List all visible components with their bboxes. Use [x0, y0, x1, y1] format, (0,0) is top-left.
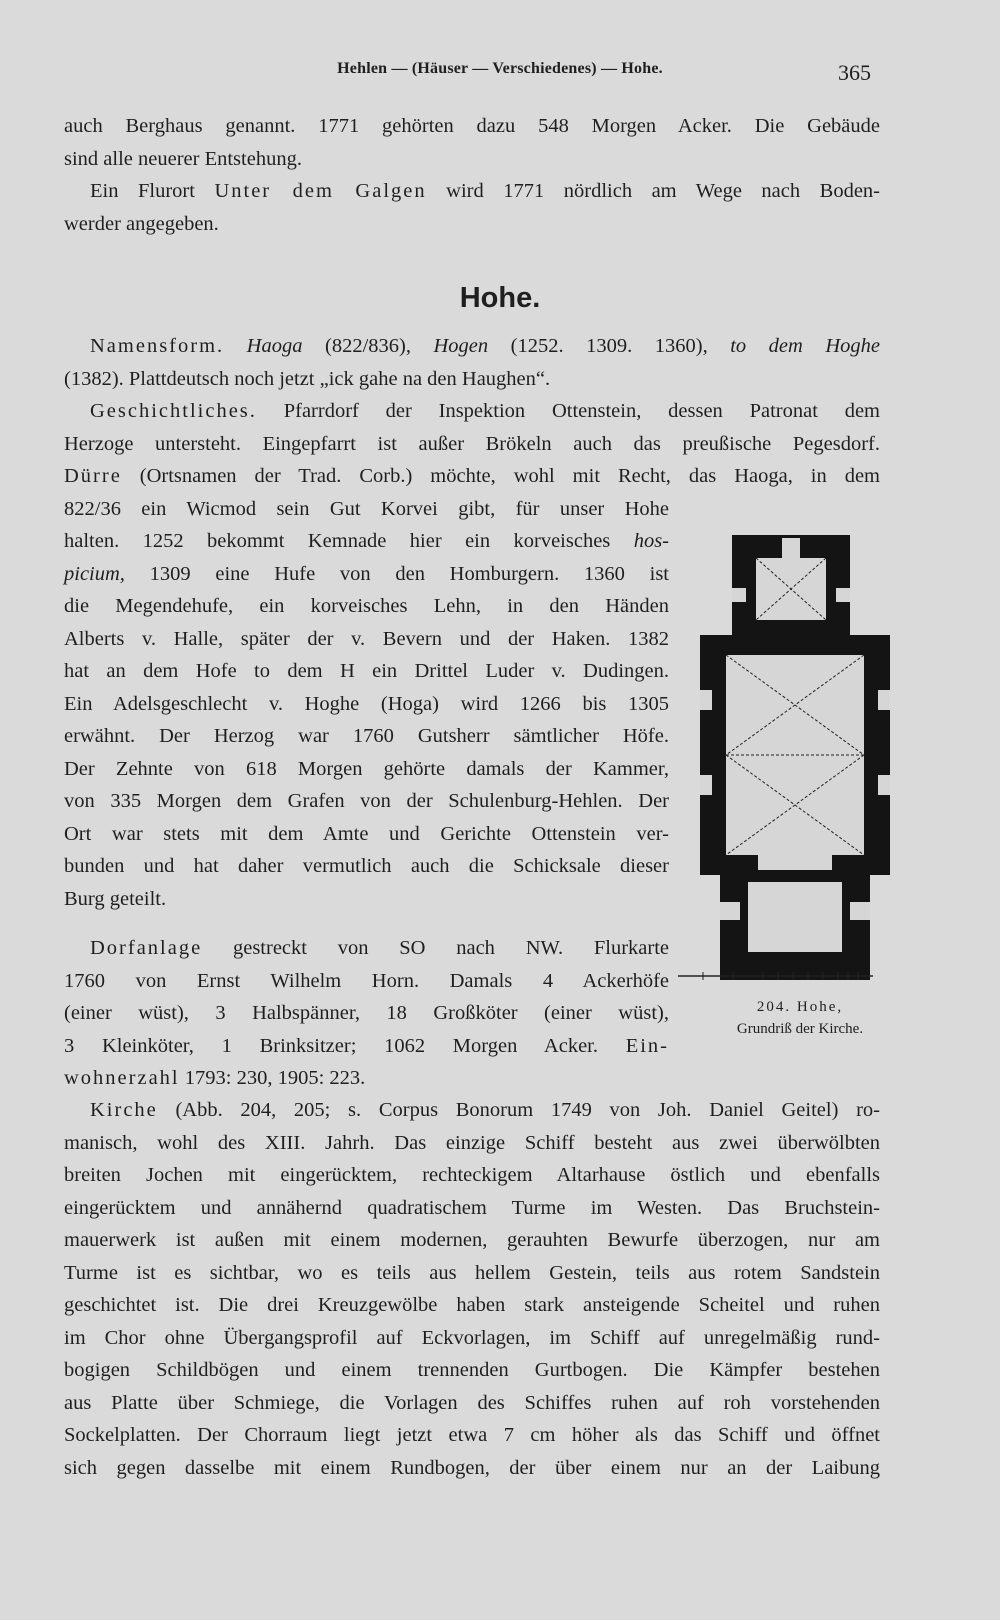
- text-line: [64, 1094, 880, 1127]
- text-line: eingerücktem und annähernd quadratischem Turme im Westen. Das Bruchstein-: [64, 1196, 880, 1219]
- text-line: Burg geteilt.: [64, 887, 167, 910]
- text-fragment: gestreckt von SO nach NW. Flurkarte: [202, 937, 669, 959]
- text-fragment: wird 1771 nördlich am Wege nach Boden-: [426, 180, 880, 202]
- spaced-word: Ein-: [625, 1034, 669, 1057]
- section-title: Hohe.: [459, 282, 541, 314]
- spaced-phrase: Unter dem Galgen: [214, 180, 427, 202]
- text-line: [64, 932, 669, 965]
- text-line: [64, 395, 880, 428]
- chancel-interior: [748, 882, 842, 952]
- text-line: mauerwerk ist außen mit einem modernen, gerauhten Bewurfe überzogen, nur am: [64, 1229, 880, 1251]
- text-line: (1382). Plattdeutsch noch jetzt „ick gahe na den Haughen“.: [64, 367, 551, 390]
- text-line: auch Berghaus genannt. 1771 gehörten dazu 548 Morgen Acker. Die Gebäude: [64, 115, 880, 137]
- text-line: die Megendehufe, ein korveisches Lehn, in den Händen: [64, 595, 669, 617]
- text-line: sind alle neuerer Entstehung.: [64, 147, 302, 170]
- text-line: von 335 Morgen dem Grafen von der Schulenburg-Hehlen. Der: [64, 790, 669, 812]
- italic-name: to dem Hoghe: [730, 335, 880, 357]
- text-line: aus Platte über Schmiege, die Vorlagen des Schiffes ruhen auf roh vorstehenden: [64, 1391, 880, 1414]
- caption-line: Grundriß der Kirche.: [736, 1021, 864, 1037]
- text-line: Sockelplatten. Der Chorraum liegt jetzt etwa 7 cm höher als das Schiff und öffnet: [64, 1424, 880, 1446]
- text-fragment: Ein Flurort: [90, 180, 215, 202]
- text-line: 822/36 ein Wicmod sein Gut Korvei gibt, für unser Hohe: [64, 497, 669, 520]
- text-fragment: (822/836),: [302, 335, 434, 357]
- namensform-paragraph: [64, 330, 880, 395]
- text-fragment: (Abb. 204, 205; s. Corpus Bonorum 1749 von Joh. Daniel Geitel) ro-: [157, 1099, 880, 1121]
- italic-word: hos-: [633, 530, 669, 552]
- text-line: [64, 175, 880, 208]
- text-line: bogigen Schildbögen und einem trennenden Gurtbogen. Die Kämpfer bestehen: [64, 1359, 880, 1381]
- text-line: [64, 460, 880, 493]
- text-line: Der Zehnte von 618 Morgen gehörte damals der Kammer,: [64, 757, 669, 780]
- caption-line: 204. Hohe,: [756, 999, 844, 1015]
- text-line: [64, 1062, 880, 1095]
- text-fragment: 3 Kleinköter, 1 Brinksitzer; 1062 Morgen Acker.: [64, 1034, 626, 1057]
- text-line: Herzoge untersteht. Eingepfarrt ist außer Brökeln auch das preußische Pegesdorf.: [64, 432, 880, 455]
- text-line: erwähnt. Der Herzog war 1760 Gutsherr sämtlicher Höfe.: [64, 725, 669, 747]
- text-line: breiten Jochen mit eingerücktem, rechteckigem Altarhause östlich und ebenfalls: [64, 1164, 880, 1186]
- running-header: Hehlen — (Häuser — Verschiedenes) — Hohe.: [337, 60, 663, 77]
- text-line: [64, 525, 669, 558]
- text-line: 1760 von Ernst Wilhelm Horn. Damals 4 Ackerhöfe: [64, 969, 669, 992]
- section-label: Namensform.: [90, 335, 225, 357]
- text-line: [64, 330, 880, 363]
- italic-name: Hogen: [433, 335, 489, 357]
- text-line: Ein Adelsgeschlecht v. Hoghe (Hoga) wird 1266 bis 1305: [64, 692, 669, 715]
- text-line: sich gegen dasselbe mit einem Rundbogen, der über einem nur an der Laibung: [64, 1456, 880, 1479]
- scale-bar: [678, 970, 873, 982]
- text-fragment: Pfarrdorf der Inspektion Ottenstein, dessen Patronat dem: [256, 400, 880, 422]
- italic-name: Haoga: [246, 335, 303, 357]
- text-line: [64, 558, 669, 591]
- text-line: Alberts v. Halle, später der v. Bevern und der Haken. 1382: [64, 627, 669, 650]
- text-line: Turme ist es sichtbar, wo es teils aus hellem Gestein, teils aus rotem Sandstein: [64, 1261, 880, 1284]
- section-label: Dorfanlage: [90, 937, 203, 959]
- text-fragment: (1252. 1309. 1360),: [488, 335, 731, 357]
- text-line: geschichtet ist. Die drei Kreuzgewölbe haben stark ansteigende Scheitel und ruhen: [64, 1294, 880, 1316]
- text-line: (einer wüst), 3 Halbspänner, 18 Großköter (einer wüst),: [64, 1002, 669, 1024]
- section-label: Kirche: [90, 1099, 158, 1121]
- church-floor-plan: [700, 530, 890, 985]
- church-floor-plan-figure: [700, 530, 890, 985]
- text-line: bunden und hat daher vermutlich auch die Schicksale dieser: [64, 855, 669, 877]
- text-fragment: 1309 eine Hufe von den Homburgern. 1360 ist: [124, 562, 669, 585]
- text-line: [64, 1030, 669, 1063]
- text-line: werder angegeben.: [64, 212, 219, 235]
- spaced-name: Dürre: [64, 465, 122, 487]
- text-fragment: (Ortsnamen der Trad. Corb.) möchte, wohl mit Recht, das Haoga, in dem: [121, 465, 880, 487]
- text-line: hat an dem Hofe to dem H ein Drittel Luder v. Dudingen.: [64, 660, 669, 682]
- page-number: 365: [838, 60, 871, 85]
- text-line: im Chor ohne Übergangsprofil auf Eckvorlagen, im Schiff auf unregelmäßig rund-: [64, 1326, 880, 1349]
- spaced-word: wohnerzahl: [64, 1067, 180, 1089]
- italic-word: picium,: [64, 562, 125, 585]
- kirche-paragraph: [64, 1094, 880, 1484]
- intro-paragraph: [64, 110, 880, 240]
- text-fragment: 1793: 230, 1905: 223.: [179, 1067, 366, 1089]
- text-fragment: halten. 1252 bekommt Kemnade hier ein korveisches: [64, 530, 634, 552]
- section-label: Geschichtliches.: [90, 400, 257, 422]
- text-line: manisch, wohl des XIII. Jahrh. Das einzige Schiff besteht aus zwei überwölbten: [64, 1131, 880, 1154]
- text-line: Ort war stets mit dem Amte und Gerichte Ottenstein ver-: [64, 822, 669, 845]
- figure-caption: [700, 996, 900, 1040]
